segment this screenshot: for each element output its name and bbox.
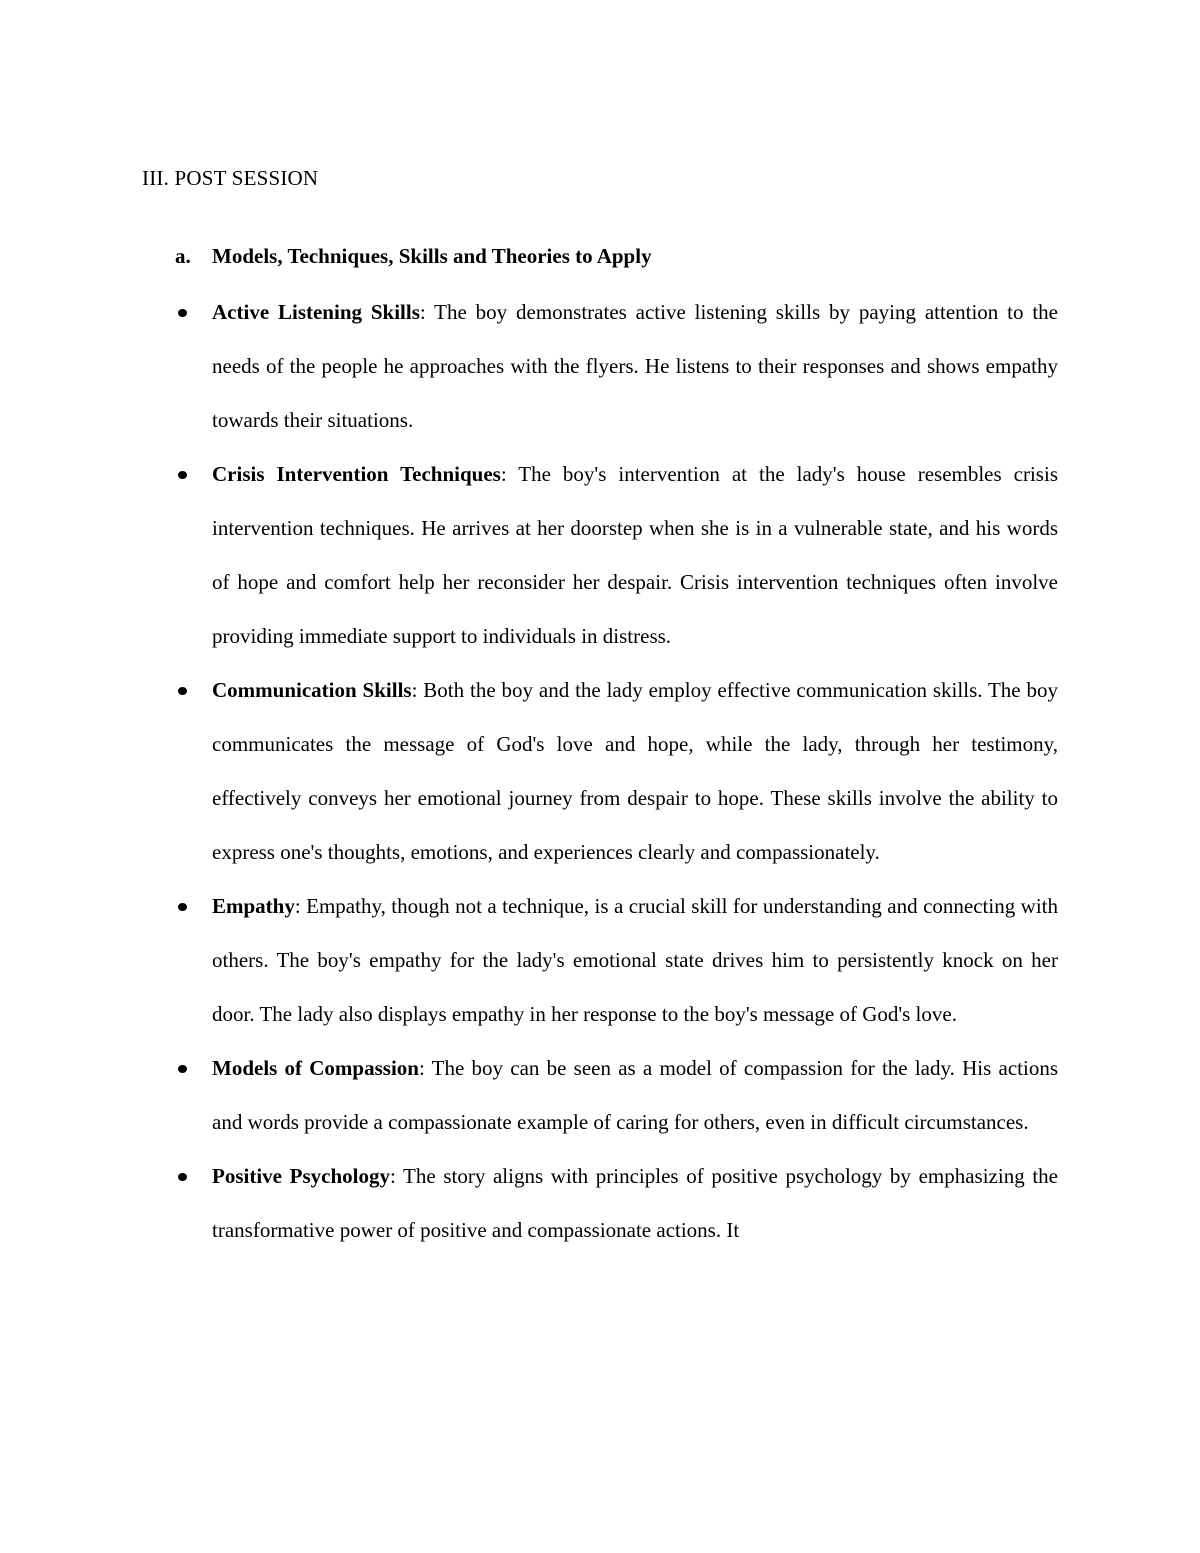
item-text: : The boy can be seen as a model of compassion for the lady. His actions and words provide a compassionate example of caring for others, even in difficult circumstances. xyxy=(212,1056,1058,1134)
section-heading: III. POST SESSION xyxy=(142,166,319,190)
list-item xyxy=(212,663,1058,879)
bullet-dot-icon xyxy=(178,309,187,317)
technique-list xyxy=(212,285,1058,1257)
bullet-dot-icon xyxy=(178,1173,187,1181)
item-term: Communication Skills xyxy=(212,678,412,702)
item-text: : Empathy, though not a technique, is a crucial skill for understanding and connecting with others. The boy's empathy for the lady's emotional state drives him to persistently knock on her door. The lady also displays empathy in her response to the boy's message of God's love. xyxy=(212,894,1058,1026)
list-item xyxy=(212,1149,1058,1257)
item-text: : The boy demonstrates active listening skills by paying attention to the needs of the people he approaches with the flyers. He listens to their responses and shows empathy towards their situations. xyxy=(212,300,1058,432)
subsection-title: Models, Techniques, Skills and Theories to Apply xyxy=(212,244,652,268)
item-term: Empathy xyxy=(212,894,295,918)
item-term: Models of Compassion xyxy=(212,1056,419,1080)
bullet-dot-icon xyxy=(178,687,187,695)
item-text: : The boy's intervention at the lady's house resembles crisis intervention techniques. He arrives at her doorstep when she is in a vulnerable state, and his words of hope and comfort help her reconsider her despair. Crisis intervention techniques often involve providing immediate support to individuals in distress. xyxy=(212,462,1058,648)
subsection-letter: a. xyxy=(175,244,191,268)
bullet-dot-icon xyxy=(178,903,187,911)
bullet-dot-icon xyxy=(178,1065,187,1073)
bullet-dot-icon xyxy=(178,471,187,479)
list-item xyxy=(212,285,1058,447)
subsection-heading xyxy=(175,244,652,269)
list-item xyxy=(212,1041,1058,1149)
item-term: Active Listening Skills xyxy=(212,300,420,324)
list-item xyxy=(212,447,1058,663)
item-term: Positive Psychology xyxy=(212,1164,390,1188)
item-term: Crisis Intervention Techniques xyxy=(212,462,501,486)
item-text: : The story aligns with principles of positive psychology by emphasizing the transformative power of positive and compassionate actions. It xyxy=(212,1164,1058,1242)
item-text: : Both the boy and the lady employ effective communication skills. The boy communicates the message of God's love and hope, while the lady, through her testimony, effectively conveys her emotional journey from despair to hope. These skills involve the ability to express one's thoughts, emotions, and experiences clearly and compassionately. xyxy=(212,678,1058,864)
list-item xyxy=(212,879,1058,1041)
